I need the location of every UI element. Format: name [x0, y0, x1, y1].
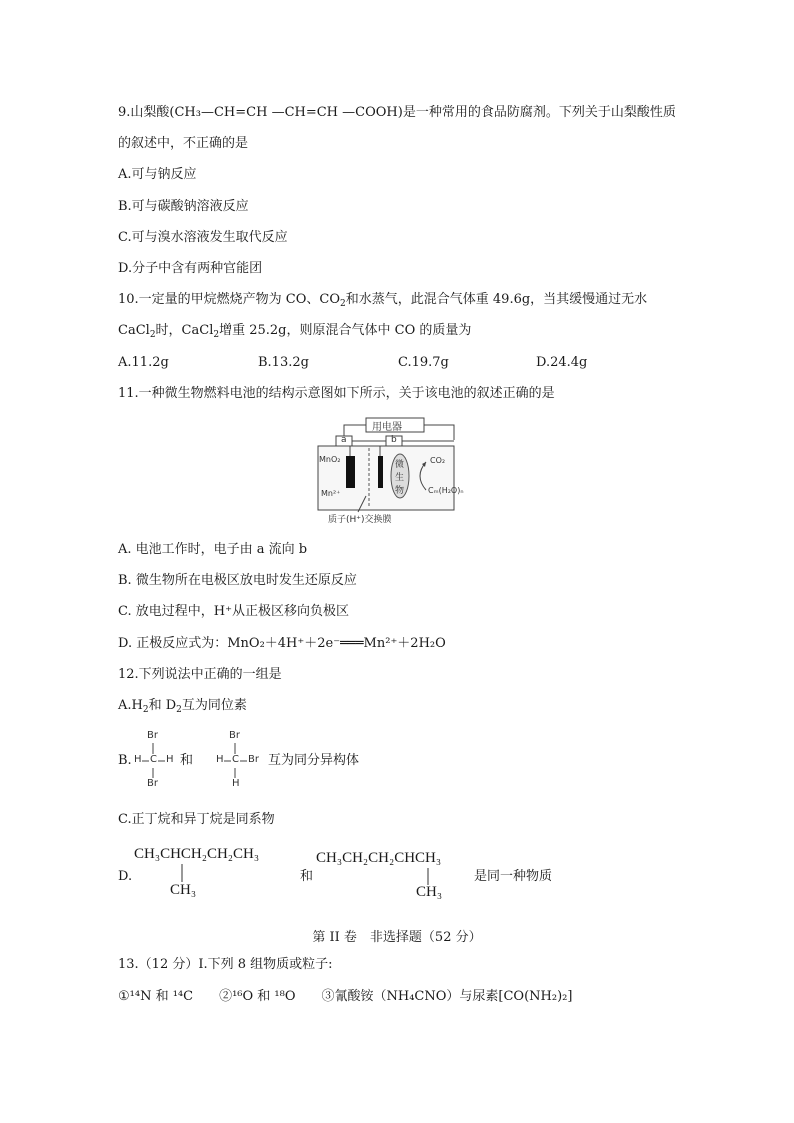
q12-option-b: [118, 728, 418, 794]
q13-stem: 13.（12 分）Ⅰ.下列 8 组物质或粒子:: [118, 957, 333, 972]
section-title: 第 II 卷 非选择题（52 分）: [312, 930, 482, 945]
mol2-h-left: H: [216, 754, 224, 765]
q12-option-c: C.正丁烷和异丁烷是同系物: [118, 812, 275, 827]
organic-label: Cₘ(H₂O)ₙ: [428, 486, 464, 495]
q10-option-c: C.19.7g: [398, 355, 449, 370]
q12-option-a: $A.H_2$和 $D_2$互为同位素: [118, 698, 247, 715]
q11-option-c: C. 放电过程中，H⁺从正极区移向负极区: [118, 604, 349, 619]
q10-stem-line1: 10.一定量的甲烷燃烧产物为 CO、$CO_2$和水蒸气，此混合气体重 49.6g，当其缓慢通过无水: [118, 292, 648, 309]
electrode-b-label: b: [391, 435, 397, 445]
q9-option-b: B.可与碳酸钠溶液反应: [118, 199, 249, 214]
q9-option-d: D.分子中含有两种官能团: [118, 261, 263, 276]
mol2-c: C: [232, 754, 239, 765]
co2-label: CO₂: [430, 456, 446, 465]
q10-stem-line2: CaCl$_2$时，CaCl$_2$增重 25.2g，则原混合气体中 CO 的质量为: [118, 323, 472, 340]
q12-b-and: 和: [180, 753, 194, 768]
mol1-c: C: [150, 754, 157, 765]
microbe-label-1: 微: [395, 460, 405, 470]
q13-items: ①¹⁴N 和 ¹⁴C ②¹⁶O 和 ¹⁸O ③氰酸铵（NH₄CNO）与尿素[CO(NH₂)₂]: [118, 989, 573, 1004]
microbe-label-3: 物: [395, 486, 405, 496]
q12-d-mol1: CH₃CHCH₂CH₂CH₃: [134, 846, 260, 862]
q12-d-mol2: CH₃CH₂CH₂CHCH₃: [316, 850, 442, 866]
device-label: 用电器: [372, 422, 402, 433]
q10-option-a: A.11.2g: [118, 355, 169, 370]
q12-option-d: [118, 842, 578, 908]
mno2-label: MnO₂: [319, 455, 341, 464]
q12-d-mol1-branch: CH₃: [170, 882, 197, 898]
q11-option-b: B. 微生物所在电极区放电时发生还原反应: [118, 573, 357, 588]
q10-option-d: D.24.4g: [536, 355, 588, 370]
q9-option-c: C.可与溴水溶液发生取代反应: [118, 230, 288, 245]
mol1-h-left: H: [134, 754, 142, 765]
q12-d-tail: 是同一种物质: [474, 869, 553, 884]
q12-b-tail: 互为同分异构体: [268, 753, 360, 768]
q9-stem-line1: 9.山梨酸(CH₃—CH=CH —CH=CH —COOH)是一种常用的食品防腐剂。下列关于山梨酸性质: [118, 105, 676, 120]
q11-stem: 11.一种微生物燃料电池的结构示意图如下所示，关于该电池的叙述正确的是: [118, 386, 555, 401]
mn-ion-label: Mn²⁺: [321, 489, 341, 498]
mol2-br-right: Br: [248, 754, 259, 765]
q11-option-a: A. 电池工作时，电子由 a 流向 b: [118, 542, 308, 557]
mol2-h-bottom: H: [232, 778, 240, 789]
q12-stem: 12.下列说法中正确的一组是: [118, 667, 282, 682]
microbe-label-2: 生: [395, 473, 405, 483]
electrode-a-label: a: [341, 435, 347, 445]
mol2-br-top: Br: [229, 730, 240, 741]
q12-d-mol2-branch: CH₃: [416, 884, 443, 900]
mol1-h-right: H: [166, 754, 174, 765]
q12-d-label: D.: [118, 869, 133, 884]
q11-option-d: D. 正极反应式为：MnO₂＋4H⁺＋2e⁻═══Mn²⁺＋2H₂O: [118, 636, 446, 651]
q12-b-label: B.: [118, 753, 132, 768]
q9-stem-line2: 的叙述中，不正确的是: [118, 136, 249, 151]
q10-option-b: B.13.2g: [258, 355, 309, 370]
mol1-br-top: Br: [147, 730, 158, 741]
q12-d-and: 和: [300, 869, 314, 884]
q9-option-a: A.可与钠反应: [118, 167, 197, 182]
fuel-cell-diagram: [314, 416, 474, 526]
mol1-br-bottom: Br: [147, 778, 158, 789]
membrane-label: 质子(H⁺)交换膜: [328, 515, 392, 525]
